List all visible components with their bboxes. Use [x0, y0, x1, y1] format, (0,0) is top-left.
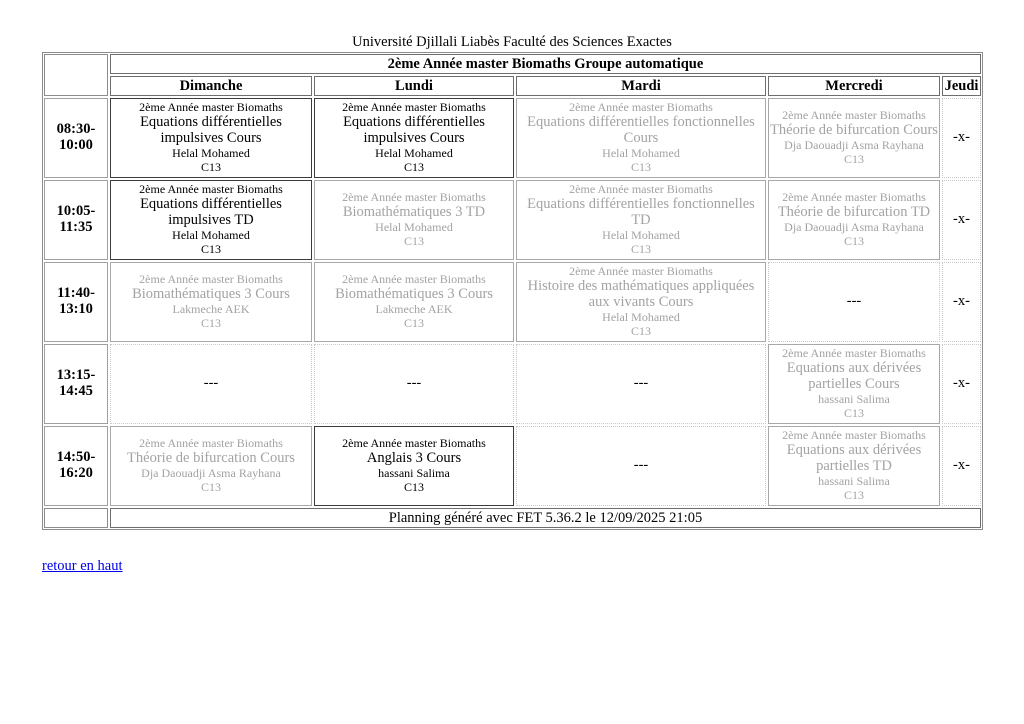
course-cell-mardi-0830 [516, 98, 766, 178]
course-cell-mercredi-1450 [768, 426, 940, 506]
footer-left-cell [44, 508, 108, 528]
course-subject: Anglais 3 Cours [366, 450, 462, 466]
course-cell-mercredi-1315 [768, 344, 940, 424]
course-teacher: Dja Daouadji Asma Rayhana [141, 466, 281, 480]
course-room: C13 [843, 234, 864, 248]
course-subject: Equations aux dérivées partielles TD [786, 442, 922, 474]
group-header: 2ème Année master Biomaths Groupe automatique [110, 54, 981, 74]
course-teacher: hassani Salima [378, 466, 450, 480]
time-slot-end: 16:20 [59, 465, 93, 481]
empty-cell-mercredi-1140: --- [768, 262, 940, 342]
course-teacher: Lakmeche AEK [172, 302, 250, 316]
course-teacher: Helal Mohamed [172, 146, 250, 160]
course-room: C13 [200, 242, 221, 256]
unavailable-cell-jeudi-0830: -x- [942, 98, 981, 178]
course-teacher: Helal Mohamed [602, 228, 680, 242]
course-room: C13 [200, 316, 221, 330]
course-group: 2ème Année master Biomaths [139, 272, 283, 286]
course-group: 2ème Année master Biomaths [782, 108, 926, 122]
time-slot-end: 13:10 [59, 301, 93, 317]
course-room: C13 [200, 160, 221, 174]
course-room: C13 [403, 160, 424, 174]
time-slot-start: 08:30- [56, 121, 96, 137]
time-slot-1140 [44, 262, 108, 342]
course-room: C13 [403, 234, 424, 248]
course-subject: Biomathématiques 3 TD [342, 204, 486, 220]
course-cell-dimanche-1450 [110, 426, 312, 506]
course-subject: Equations différentielles fonctionnelles Cours [527, 114, 755, 146]
course-subject: Equations différentielles impulsives Cours [140, 114, 282, 146]
course-teacher: Helal Mohamed [602, 310, 680, 324]
course-group: 2ème Année master Biomaths [782, 346, 926, 360]
course-room: C13 [200, 480, 221, 494]
course-cell-lundi-1450 [314, 426, 514, 506]
course-cell-lundi-0830 [314, 98, 514, 178]
time-slot-end: 14:45 [59, 383, 93, 399]
empty-cell-mardi-1315: --- [516, 344, 766, 424]
course-cell-dimanche-1140 [110, 262, 312, 342]
course-room: C13 [843, 406, 864, 420]
course-group: 2ème Année master Biomaths [139, 100, 283, 114]
course-cell-mardi-1005 [516, 180, 766, 260]
unavailable-cell-jeudi-1140: -x- [942, 262, 981, 342]
course-group: 2ème Année master Biomaths [342, 436, 486, 450]
course-subject: Biomathématiques 3 Cours [335, 286, 493, 302]
course-group: 2ème Année master Biomaths [782, 428, 926, 442]
empty-cell-mardi-1450: --- [516, 426, 766, 506]
course-teacher: hassani Salima [818, 392, 890, 406]
course-group: 2ème Année master Biomaths [342, 272, 486, 286]
time-slot-start: 11:40- [57, 285, 95, 301]
empty-cell-dimanche-1315: --- [110, 344, 312, 424]
course-subject: Théorie de bifurcation Cours [127, 450, 295, 466]
day-header-mardi: Mardi [516, 76, 766, 96]
course-group: 2ème Année master Biomaths [139, 182, 283, 196]
unavailable-cell-jeudi-1450: -x- [942, 426, 981, 506]
course-teacher: Lakmeche AEK [375, 302, 453, 316]
course-subject: Equations différentielles impulsives TD [140, 196, 282, 228]
unavailable-cell-jeudi-1005: -x- [942, 180, 981, 260]
time-slot-1450 [44, 426, 108, 506]
course-subject: Equations différentielles impulsives Cours [343, 114, 485, 146]
course-room: C13 [843, 488, 864, 502]
course-cell-lundi-1140 [314, 262, 514, 342]
course-teacher: Dja Daouadji Asma Rayhana [784, 220, 924, 234]
course-cell-mardi-1140 [516, 262, 766, 342]
course-cell-lundi-1005 [314, 180, 514, 260]
course-cell-dimanche-1005 [110, 180, 312, 260]
back-to-top-link[interactable]: retour en haut [42, 558, 123, 574]
course-room: C13 [403, 480, 424, 494]
time-slot-start: 10:05- [56, 203, 96, 219]
course-room: C13 [630, 160, 651, 174]
course-subject: Biomathématiques 3 Cours [132, 286, 290, 302]
course-cell-dimanche-0830 [110, 98, 312, 178]
time-slot-start: 13:15- [56, 367, 96, 383]
time-slot-1315 [44, 344, 108, 424]
day-header-mercredi: Mercredi [768, 76, 940, 96]
generated-by-footer: Planning généré avec FET 5.36.2 le 12/09/2025 21:05 [110, 508, 981, 528]
day-header-jeudi: Jeudi [942, 76, 981, 96]
course-group: 2ème Année master Biomaths [139, 436, 283, 450]
time-slot-1005 [44, 180, 108, 260]
course-group: 2ème Année master Biomaths [569, 264, 713, 278]
corner-cell [44, 54, 108, 96]
course-room: C13 [403, 316, 424, 330]
course-subject: Histoire des mathématiques appliquées aux vivants Cours [527, 278, 755, 310]
timetable [42, 52, 983, 530]
empty-cell-lundi-1315: --- [314, 344, 514, 424]
course-room: C13 [843, 152, 864, 166]
day-header-lundi: Lundi [314, 76, 514, 96]
course-group: 2ème Année master Biomaths [342, 190, 486, 204]
course-subject: Equations différentielles fonctionnelles TD [527, 196, 755, 228]
day-header-dimanche: Dimanche [110, 76, 312, 96]
course-teacher: Helal Mohamed [602, 146, 680, 160]
course-room: C13 [630, 324, 651, 338]
course-subject: Equations aux dérivées partielles Cours [786, 360, 922, 392]
course-teacher: hassani Salima [818, 474, 890, 488]
time-slot-start: 14:50- [56, 449, 96, 465]
course-teacher: Dja Daouadji Asma Rayhana [784, 138, 924, 152]
course-subject: Théorie de bifurcation Cours [770, 122, 938, 138]
time-slot-0830 [44, 98, 108, 178]
time-slot-end: 11:35 [59, 219, 93, 235]
course-room: C13 [630, 242, 651, 256]
course-group: 2ème Année master Biomaths [569, 100, 713, 114]
course-teacher: Helal Mohamed [172, 228, 250, 242]
course-cell-mercredi-1005 [768, 180, 940, 260]
course-group: 2ème Année master Biomaths [782, 190, 926, 204]
time-slot-end: 10:00 [59, 137, 93, 153]
course-group: 2ème Année master Biomaths [342, 100, 486, 114]
course-group: 2ème Année master Biomaths [569, 182, 713, 196]
course-teacher: Helal Mohamed [375, 220, 453, 234]
page-title: Université Djillali Liabès Faculté des Sciences Exactes [352, 34, 672, 50]
unavailable-cell-jeudi-1315: -x- [942, 344, 981, 424]
course-cell-mercredi-0830 [768, 98, 940, 178]
course-subject: Théorie de bifurcation TD [777, 204, 931, 220]
course-teacher: Helal Mohamed [375, 146, 453, 160]
